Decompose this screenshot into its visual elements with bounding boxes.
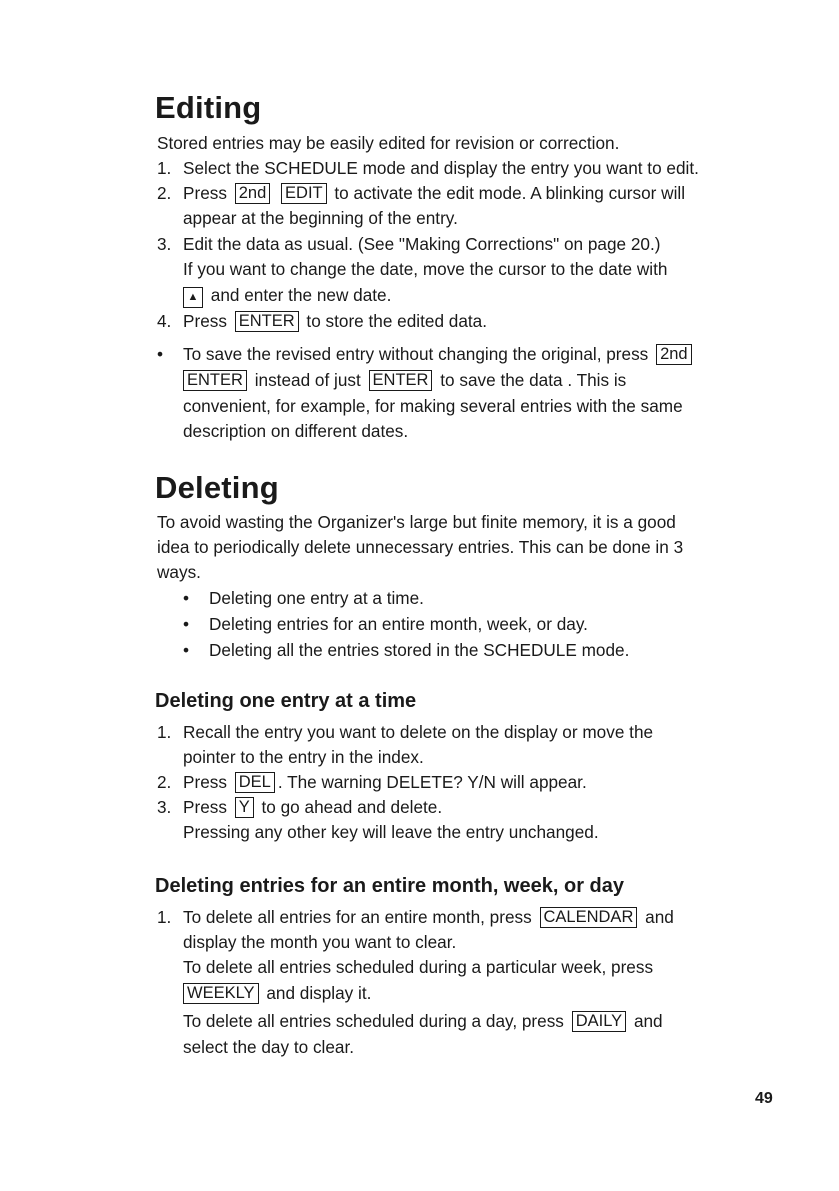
one-entry-step-3 <box>157 795 442 820</box>
editing-step-3-cont: If you want to change the date, move the cursor to the date with <box>183 259 668 279</box>
key-daily: DAILY <box>572 1011 626 1032</box>
period-day-line <box>183 1009 663 1034</box>
way-text: Deleting all the entries stored in the SCHEDULE mode. <box>209 640 630 660</box>
one-entry-step-3-cont: Pressing any other key will leave the entry unchanged. <box>183 822 599 842</box>
editing-heading: Editing <box>155 90 262 125</box>
way-text: Deleting one entry at a time. <box>209 588 424 608</box>
deleting-way-3 <box>183 638 629 663</box>
step-number: 2. <box>157 772 172 792</box>
one-entry-heading: Deleting one entry at a time <box>155 690 417 712</box>
period-step-1 <box>157 905 674 930</box>
bullet-icon: • <box>183 614 190 634</box>
deleting-way-2 <box>183 612 588 637</box>
step-text: To delete all entries scheduled during a day, press <box>183 1011 564 1031</box>
step-text: and <box>633 1011 663 1031</box>
key-edit: EDIT <box>281 183 327 204</box>
editing-step-2 <box>157 181 685 206</box>
editing-bullet-line-2 <box>180 368 626 393</box>
key-calendar: CALENDAR <box>540 907 638 928</box>
step-text: to store the edited data. <box>306 311 488 331</box>
key-y: Y <box>235 797 254 818</box>
key-weekly: WEEKLY <box>183 983 259 1004</box>
step-number: 1. <box>157 158 172 178</box>
step-text: Press <box>183 183 227 203</box>
up-arrow-key-icon: ▲ <box>183 287 203 308</box>
way-text: Deleting entries for an entire month, week, or day. <box>209 614 588 634</box>
bullet-icon: • <box>183 640 190 660</box>
bullet-icon: • <box>157 344 164 364</box>
bullet-text: to save the data . This is <box>440 370 627 390</box>
step-text: Press <box>183 311 227 331</box>
key-del: DEL <box>235 772 275 793</box>
bullet-text: To save the revised entry without changing the original, press <box>183 344 649 364</box>
step-text: Press <box>183 797 227 817</box>
period-day-cont: select the day to clear. <box>183 1037 355 1057</box>
step-text: Edit the data as usual. (See "Making Corrections" on page 20.) <box>183 234 661 254</box>
period-week-key-line <box>180 981 371 1006</box>
bullet-icon: • <box>183 588 190 608</box>
one-entry-step-1-cont: pointer to the entry in the index. <box>183 747 424 767</box>
page-number: 49 <box>755 1090 773 1107</box>
one-entry-step-2 <box>157 770 587 795</box>
deleting-intro-line-2: idea to periodically delete unnecessary entries. This can be done in 3 <box>157 537 684 557</box>
period-heading: Deleting entries for an entire month, week, or day <box>155 875 624 897</box>
key-2nd: 2nd <box>235 183 271 204</box>
deleting-intro-line-3: ways. <box>157 562 201 582</box>
one-entry-step-1 <box>157 720 653 745</box>
deleting-intro-line-1: To avoid wasting the Organizer's large but finite memory, it is a good <box>157 512 676 532</box>
editing-bullet-line-1 <box>157 342 695 367</box>
step-number: 1. <box>157 722 172 742</box>
period-step-1-cont: display the month you want to clear. <box>183 932 457 952</box>
editing-step-4 <box>157 309 487 334</box>
editing-bullet-line-3: convenient, for example, for making several entries with the same <box>183 396 683 416</box>
step-text: to activate the edit mode. A blinking cursor will <box>334 183 686 203</box>
step-number: 1. <box>157 907 172 927</box>
editing-step-3-key-line <box>180 283 391 308</box>
editing-step-3 <box>157 232 661 257</box>
step-text: Select the SCHEDULE mode and display the entry you want to edit. <box>183 158 699 178</box>
editing-step-1 <box>157 156 699 181</box>
step-text: and <box>645 907 674 927</box>
period-week-line: To delete all entries scheduled during a particular week, press <box>183 957 654 977</box>
editing-bullet-line-4: description on different dates. <box>183 421 409 441</box>
step-number: 2. <box>157 183 172 203</box>
step-text: to go ahead and delete. <box>261 797 443 817</box>
key-enter: ENTER <box>369 370 433 391</box>
deleting-heading: Deleting <box>155 470 279 505</box>
step-text: To delete all entries for an entire month, press <box>183 907 532 927</box>
bullet-text: instead of just <box>254 370 361 390</box>
step-text: . The warning DELETE? Y/N will appear. <box>277 772 587 792</box>
step-text: and display it. <box>266 983 372 1003</box>
step-number: 3. <box>157 797 172 817</box>
step-text: and enter the new date. <box>210 285 392 305</box>
editing-intro: Stored entries may be easily edited for revision or correction. <box>157 133 620 153</box>
step-number: 4. <box>157 311 172 331</box>
key-2nd: 2nd <box>656 344 692 365</box>
step-text: Recall the entry you want to delete on the display or move the <box>183 722 654 742</box>
key-enter: ENTER <box>183 370 247 391</box>
deleting-way-1 <box>183 586 424 611</box>
step-text: Press <box>183 772 227 792</box>
key-enter: ENTER <box>235 311 299 332</box>
step-number: 3. <box>157 234 172 254</box>
editing-step-2-cont: appear at the beginning of the entry. <box>183 208 458 228</box>
